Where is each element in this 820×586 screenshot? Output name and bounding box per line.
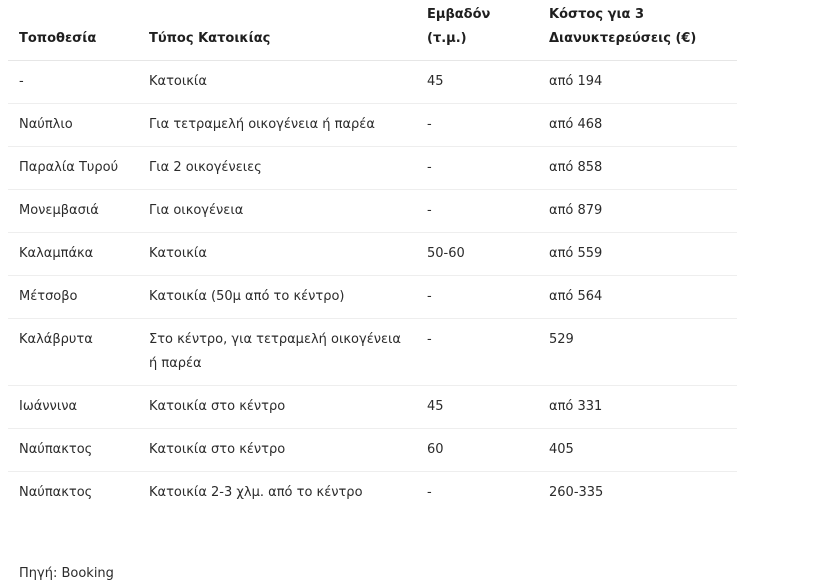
cell-cost: από 564	[538, 276, 737, 319]
cell-cost: 260-335	[549, 485, 604, 500]
table-row	[8, 319, 737, 386]
cell-accommodation-type: Κατοικία στο κέντρο	[138, 386, 416, 429]
cell-location: Παραλία Τυρού	[8, 147, 138, 190]
cell-area: 45	[416, 61, 538, 104]
cell-cost: από 468	[538, 104, 737, 147]
cell-accommodation-type: Στο κέντρο, για τετραμελή οικογένεια ή παρέα	[138, 319, 416, 386]
cell-location: Μέτσοβο	[8, 276, 138, 319]
cell-cost: 529	[538, 319, 737, 386]
cell-location: Μονεμβασιά	[8, 190, 138, 233]
cell-accommodation-type: Για οικογένεια	[138, 190, 416, 233]
cell-accommodation-type: Για τετραμελή οικογένεια ή παρέα	[138, 104, 416, 147]
source-caption: Πηγή: Booking	[19, 566, 114, 581]
table-row	[8, 104, 737, 147]
cell-accommodation-type: Για 2 οικογένειες	[138, 147, 416, 190]
cell-cost: 405	[538, 429, 737, 472]
table-row	[8, 472, 737, 515]
header-accommodation-type: Τύπος Κατοικίας	[138, 0, 416, 61]
cell-location: Ναύπακτος	[8, 429, 138, 472]
cell-location: Ιωάννινα	[8, 386, 138, 429]
table-row	[8, 190, 737, 233]
cell-location: -	[8, 61, 138, 104]
accommodation-table-container	[8, 0, 737, 514]
cell-location: Καλαμπάκα	[8, 233, 138, 276]
cell-area: -	[427, 485, 432, 500]
cell-accommodation-type: Κατοικία στο κέντρο	[138, 429, 416, 472]
table-row	[8, 147, 737, 190]
cell-area: -	[416, 147, 538, 190]
cell-accommodation-type: Κατοικία	[138, 233, 416, 276]
table-row	[8, 233, 737, 276]
header-cost: Κόστος για 3 Διανυκτερεύσεις (€)	[538, 0, 737, 61]
cell-cost: από 858	[538, 147, 737, 190]
cell-location: Ναύπλιο	[8, 104, 138, 147]
cell-location: Καλάβρυτα	[8, 319, 138, 386]
cell-area: 50-60	[416, 233, 538, 276]
cell-cost: από 331	[538, 386, 737, 429]
table-header-row	[8, 0, 737, 61]
cell-area: 45	[416, 386, 538, 429]
cell-cost: από 879	[538, 190, 737, 233]
header-area: Εμβαδόν (τ.μ.)	[416, 0, 538, 61]
table-row	[8, 386, 737, 429]
cell-area: 60	[416, 429, 538, 472]
table-row	[8, 429, 737, 472]
cell-area: -	[416, 190, 538, 233]
cell-area: -	[416, 104, 538, 147]
cell-area: -	[416, 319, 538, 386]
cell-cost: από 194	[538, 61, 737, 104]
table-row	[8, 61, 737, 104]
accommodation-table	[8, 0, 737, 514]
cell-location: Ναύπακτος	[19, 485, 93, 500]
header-location: Τοποθεσία	[8, 0, 138, 61]
cell-accommodation-type: Κατοικία 2-3 χλμ. από το κέντρο	[149, 485, 363, 500]
cell-accommodation-type: Κατοικία	[138, 61, 416, 104]
cell-accommodation-type: Κατοικία (50μ από το κέντρο)	[138, 276, 416, 319]
cell-area: -	[416, 276, 538, 319]
cell-cost: από 559	[538, 233, 737, 276]
table-row	[8, 276, 737, 319]
